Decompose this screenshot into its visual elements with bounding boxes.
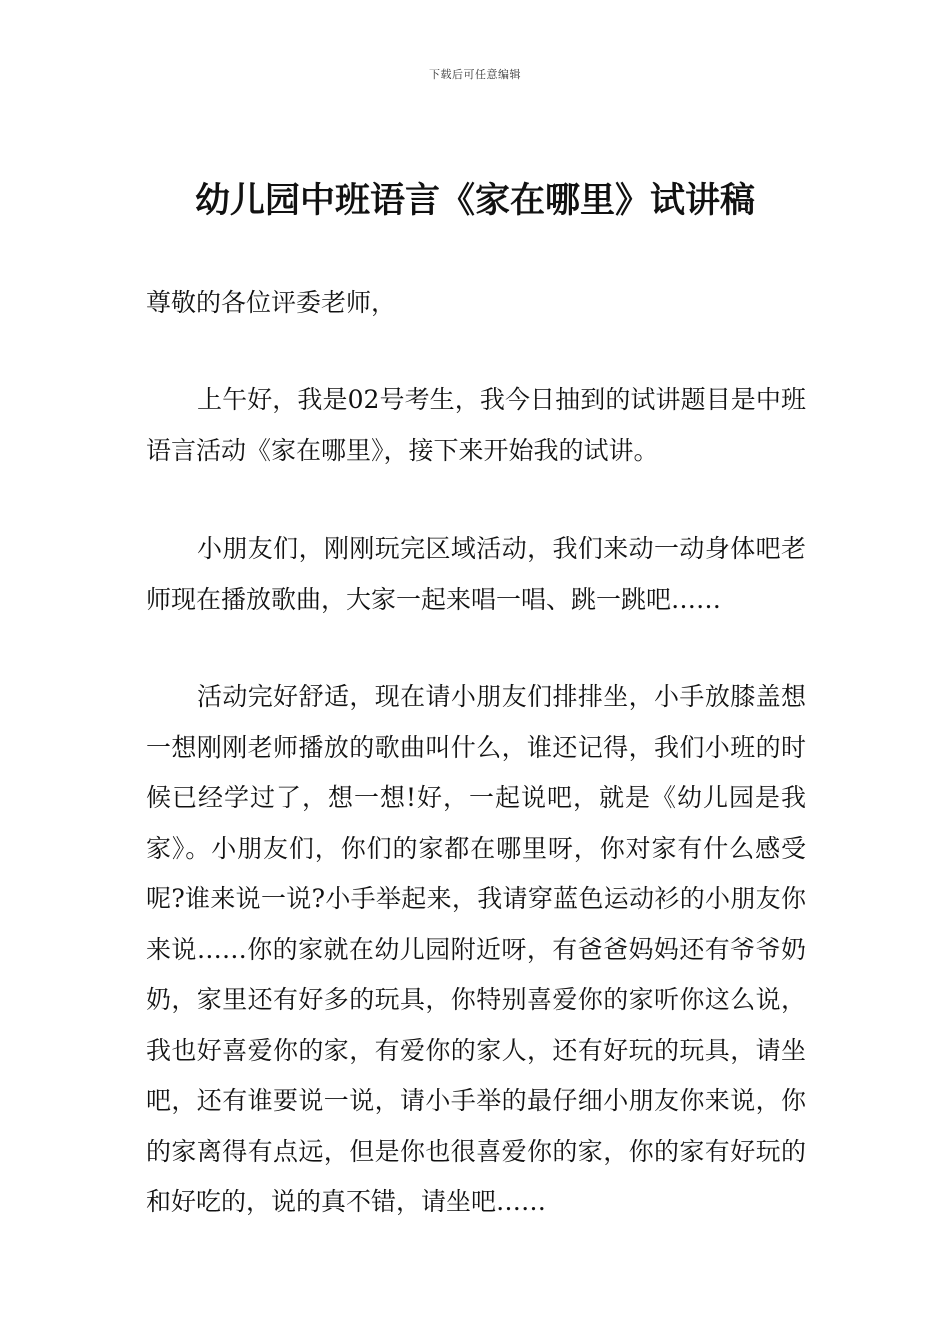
- paragraph-greeting: 上午好，我是02号考生，我今日抽到的试讲题目是中班语言活动《家在哪里》，接下来开始我的试讲。: [146, 385, 806, 465]
- header-note: 下载后可任意编辑: [429, 68, 521, 81]
- document-title: 幼儿园中班语言《家在哪里》试讲稿: [194, 181, 755, 221]
- salutation: 尊敬的各位评委老师，: [146, 288, 397, 317]
- paragraph-warmup: 小朋友们，刚刚玩完区域活动，我们来动一动身体吧老师现在播放歌曲，大家一起来唱一唱、跳一跳吧……: [146, 534, 806, 614]
- paragraph-activity: 活动完好舒适，现在请小朋友们排排坐，小手放膝盖想一想刚刚老师播放的歌曲叫什么，谁还记得，我们小班的时候已经学过了，想一想!好，一起说吧，就是《幼儿园是我家》。小朋友们，你们的家都在哪里呀，你对家有什么感受呢?谁来说一说?小手举起来，我请穿蓝色运动衫的小朋友你来说……你的家就在幼儿园附近呀，有爸爸妈妈还有爷爷奶奶，家里还有好多的玩具，你特别喜爱你的家听你这么说，我也好喜爱你的家，有爱你的家人，还有好玩的玩具，请坐吧，还有谁要说一说，请小手举的最仔细小朋友你来说，你的家离得有点远，但是你也很喜爱你的家，你的家有好玩的和好吃的，说的真不错，请坐吧……: [146, 682, 806, 1216]
